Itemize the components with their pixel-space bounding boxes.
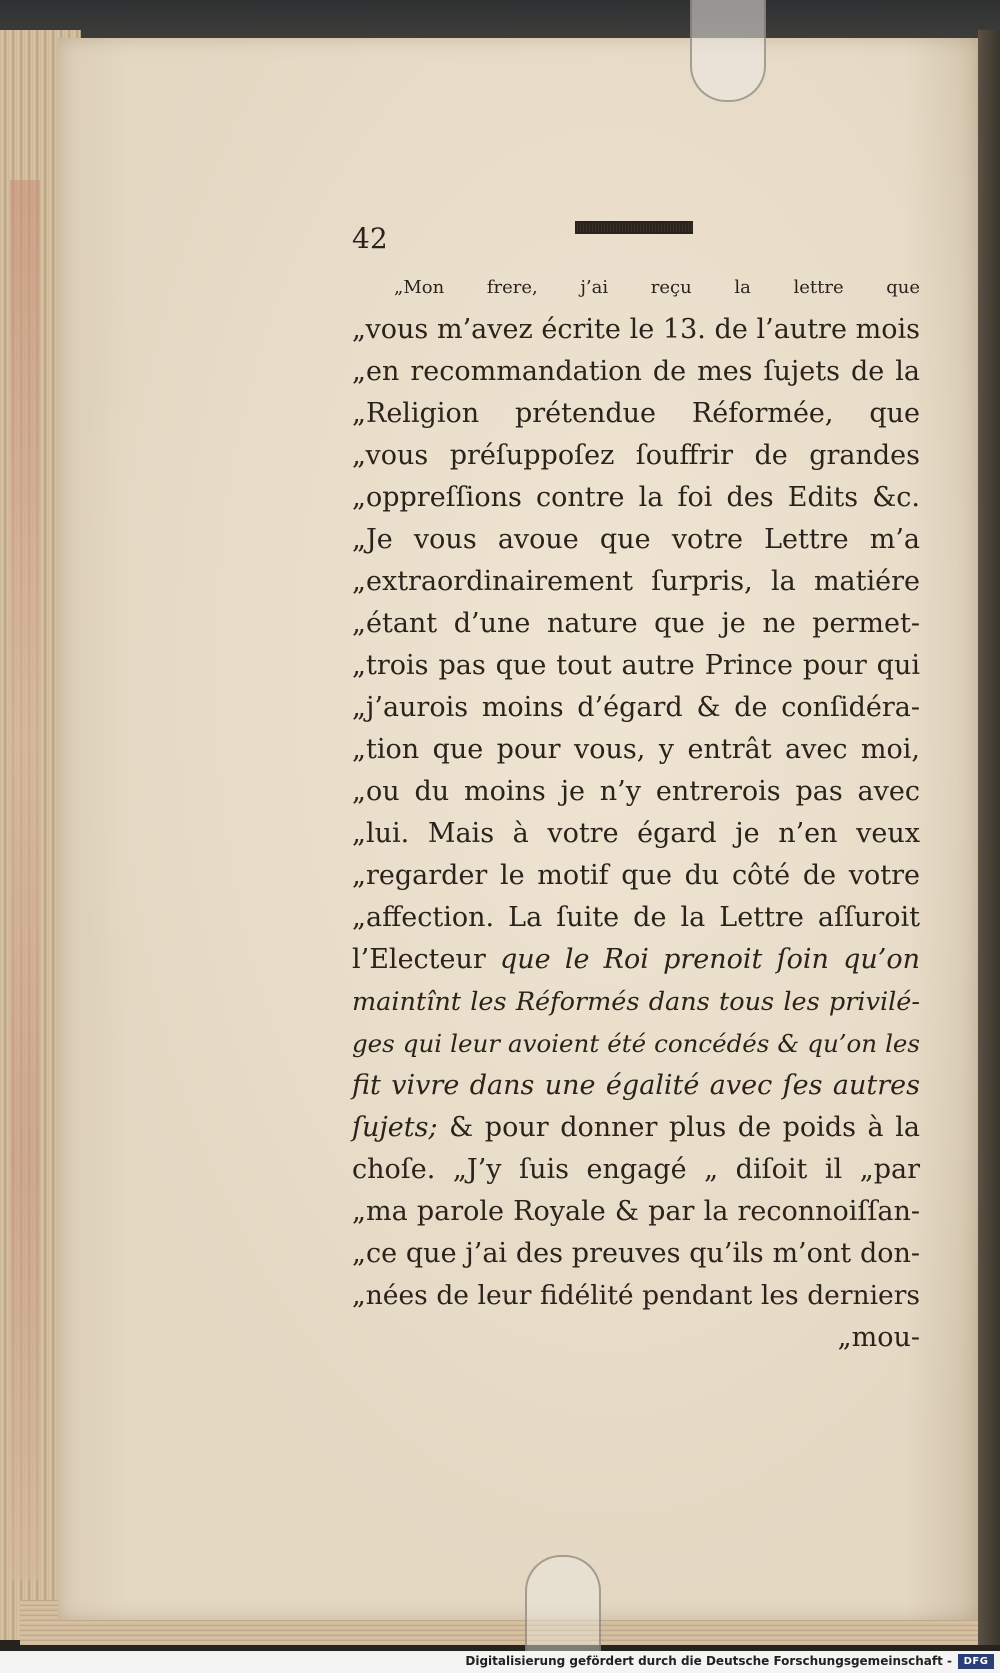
page-number: 42	[352, 222, 388, 255]
text-line: „lui. Mais à votre égard je n’en veux	[352, 818, 920, 849]
text-line: „étant d’une nature que je ne permet-	[352, 608, 920, 639]
text-line: „trois pas que tout autre Prince pour qui	[352, 650, 920, 681]
dfg-logo: DFG	[958, 1654, 994, 1669]
text-line: „regarder le motif que du côté de votre	[352, 860, 920, 891]
text-line: „mou-	[837, 1322, 920, 1353]
body-text	[352, 267, 920, 1359]
book-cover-edge-right	[978, 30, 1000, 1645]
text-line: „oppreſſions contre la foi des Edits &c.	[352, 482, 920, 513]
text-line: choſe. „J’y ſuis engagé „ diſoit il „par	[352, 1154, 920, 1185]
text-line: „vous préſuppoſez ſouffrir de grandes	[352, 440, 920, 471]
text-line: „Mon frere, j’ai reçu la lettre que	[394, 277, 920, 298]
text-line	[352, 1107, 920, 1149]
text-line: „vous m’avez écrite le 13. de l’autre mois	[352, 314, 920, 345]
text-line: „extraordinairement ſurpris, la matiére	[352, 566, 920, 597]
text-line-roman: l’Electeur	[352, 944, 500, 975]
text-line	[352, 939, 920, 981]
header-ornament-rule	[575, 221, 693, 234]
digitization-footer	[0, 1651, 1000, 1673]
glass-page-clip-top	[690, 0, 766, 102]
text-line: „nées de leur fidélité pendant les derniers	[352, 1280, 920, 1311]
text-line: „affection. La ſuite de la Lettre aſſuroit	[352, 902, 920, 933]
text-line: „Religion prétendue Réformée, que	[352, 398, 920, 429]
text-line: fit vivre dans une égalité avec ſes autres	[352, 1070, 920, 1101]
text-line: „j’aurois moins d’égard & de conſidéra-	[352, 692, 920, 723]
text-line: maintînt les Réformés dans tous les privilé-	[352, 987, 920, 1017]
text-line-italic: que le Roi prenoit ſoin qu’on	[500, 944, 920, 975]
text-line: „en recommandation de mes ſujets de la	[352, 356, 920, 387]
text-line-italic: ſujets;	[352, 1112, 438, 1143]
text-line: „Je vous avoue que votre Lettre m’a	[352, 524, 920, 555]
text-line: „ou du moins je n’y entrerois pas avec	[352, 776, 920, 807]
text-line: „tion que pour vous, y entrât avec moi,	[352, 734, 920, 765]
digitization-note: Digitalisierung gefördert durch die Deutsche Forschungsgemeinschaft -	[465, 1654, 952, 1668]
scan-background-top	[0, 0, 1000, 40]
text-line-roman: & pour donner plus de poids à la	[437, 1112, 920, 1143]
text-line: „ce que j’ai des preuves qu’ils m’ont don-	[352, 1238, 920, 1269]
text-line: ges qui leur avoient été concédés & qu’on les	[352, 1029, 920, 1058]
glass-page-clip-bottom	[525, 1555, 601, 1657]
edge-stain	[10, 180, 40, 1580]
text-line: „ma parole Royale & par la reconnoiſſan-	[352, 1196, 920, 1227]
